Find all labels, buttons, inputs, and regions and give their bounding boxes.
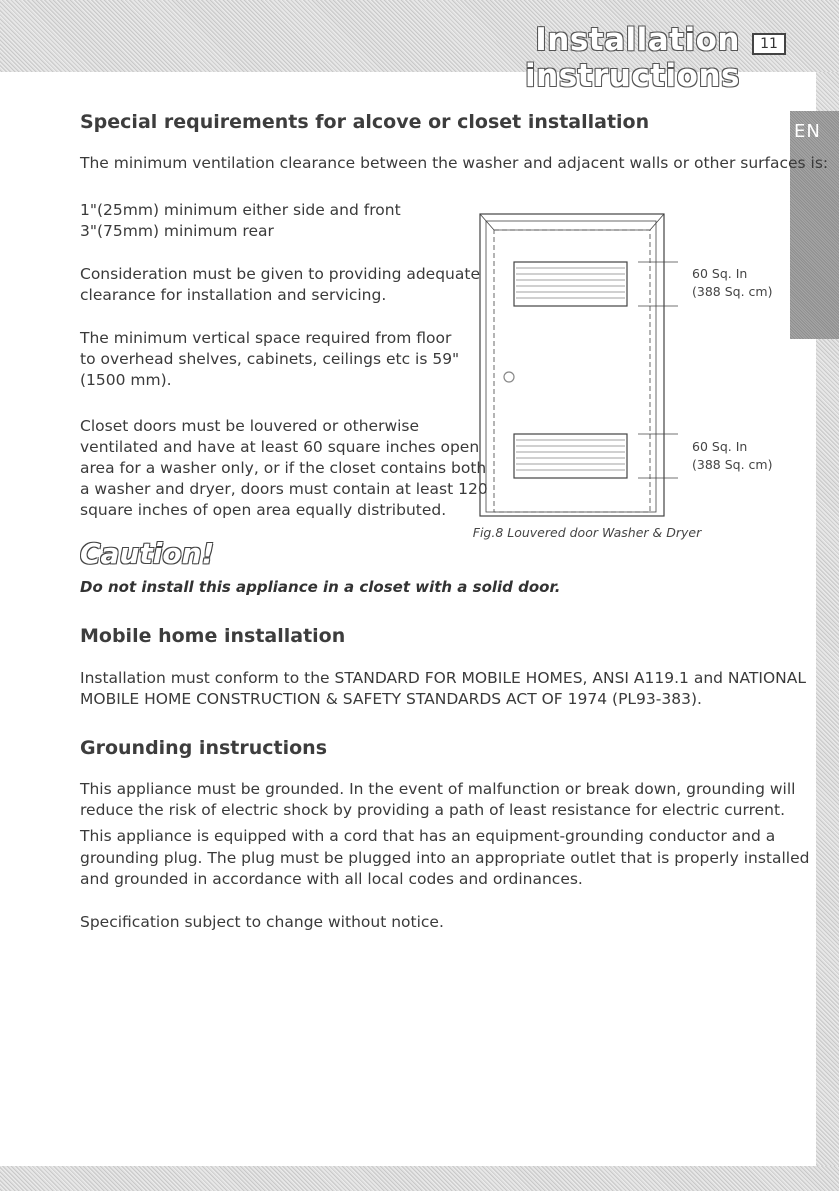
figure-caption: Fig.8 Louvered door Washer & Dryer bbox=[472, 525, 702, 540]
grounding-line-3: This appliance is equipped with a cord that has an equipment-grounding conductor and a bbox=[80, 827, 776, 845]
doors-line-5: square inches of open area equally distributed. bbox=[80, 501, 447, 519]
grounding-line-4: grounding plug. The plug must be plugged into an appropriate outlet that is properly installed bbox=[80, 849, 810, 867]
footer-note: Specification subject to change without notice. bbox=[80, 913, 444, 931]
vertical-line-2: to overhead shelves, cabinets, ceilings etc is 59" bbox=[80, 350, 460, 368]
mobile-home-line-1: Installation must conform to the STANDARD FOR MOBILE HOMES, ANSI A119.1 and NATIONAL bbox=[80, 669, 806, 687]
grounding-line-1: This appliance must be grounded. In the event of malfunction or break down, grounding will bbox=[80, 780, 796, 798]
clearance-line-1: 1"(25mm) minimum either side and front bbox=[80, 201, 401, 219]
louver-bottom bbox=[514, 434, 627, 478]
servicing-line-1: Consideration must be given to providing adequate bbox=[80, 265, 480, 283]
language-tab-label: EN bbox=[794, 121, 821, 142]
door-knob bbox=[504, 372, 514, 382]
grounding-line-2: reduce the risk of electric shock by providing a path of least resistance for electric current. bbox=[80, 801, 786, 819]
vertical-line-3: (1500 mm). bbox=[80, 371, 172, 389]
louvered-door-diagram bbox=[478, 212, 678, 522]
page-number: 11 bbox=[752, 33, 786, 55]
language-tab bbox=[790, 111, 839, 339]
footer-band bbox=[0, 1166, 839, 1191]
clearance-line-2: 3"(75mm) minimum rear bbox=[80, 222, 274, 240]
page-title: Installation instructions bbox=[525, 22, 740, 94]
servicing-line-2: clearance for installation and servicing. bbox=[80, 286, 387, 304]
vertical-line-1: The minimum vertical space required from floor bbox=[80, 329, 452, 347]
doors-line-4: a washer and dryer, doors must contain at least 120 bbox=[80, 480, 488, 498]
grounding-heading: Grounding instructions bbox=[80, 737, 327, 759]
mobile-home-line-2: MOBILE HOME CONSTRUCTION & SAFETY STANDARDS ACT OF 1974 (PL93-383). bbox=[80, 690, 702, 708]
alcove-heading: Special requirements for alcove or closet installation bbox=[80, 111, 650, 133]
louver-top bbox=[514, 262, 627, 306]
doors-line-2: ventilated and have at least 60 square inches open bbox=[80, 438, 480, 456]
alcove-intro: The minimum ventilation clearance between the washer and adjacent walls or other surfaces is: bbox=[80, 154, 829, 172]
vent-top-label: 60 Sq. In (388 Sq. cm) bbox=[692, 266, 773, 299]
mobile-home-heading: Mobile home installation bbox=[80, 625, 346, 647]
door-frame-inner bbox=[486, 221, 656, 512]
vent-bottom-label: 60 Sq. In (388 Sq. cm) bbox=[692, 439, 773, 472]
caution-text: Do not install this appliance in a closet with a solid door. bbox=[80, 578, 561, 596]
caution-heading: Caution! bbox=[80, 537, 215, 570]
door-frame-outer bbox=[480, 214, 664, 516]
doors-line-1: Closet doors must be louvered or otherwise bbox=[80, 417, 420, 435]
doors-line-3: area for a washer only, or if the closet contains both bbox=[80, 459, 487, 477]
grounding-line-5: and grounded in accordance with all local codes and ordinances. bbox=[80, 870, 583, 888]
